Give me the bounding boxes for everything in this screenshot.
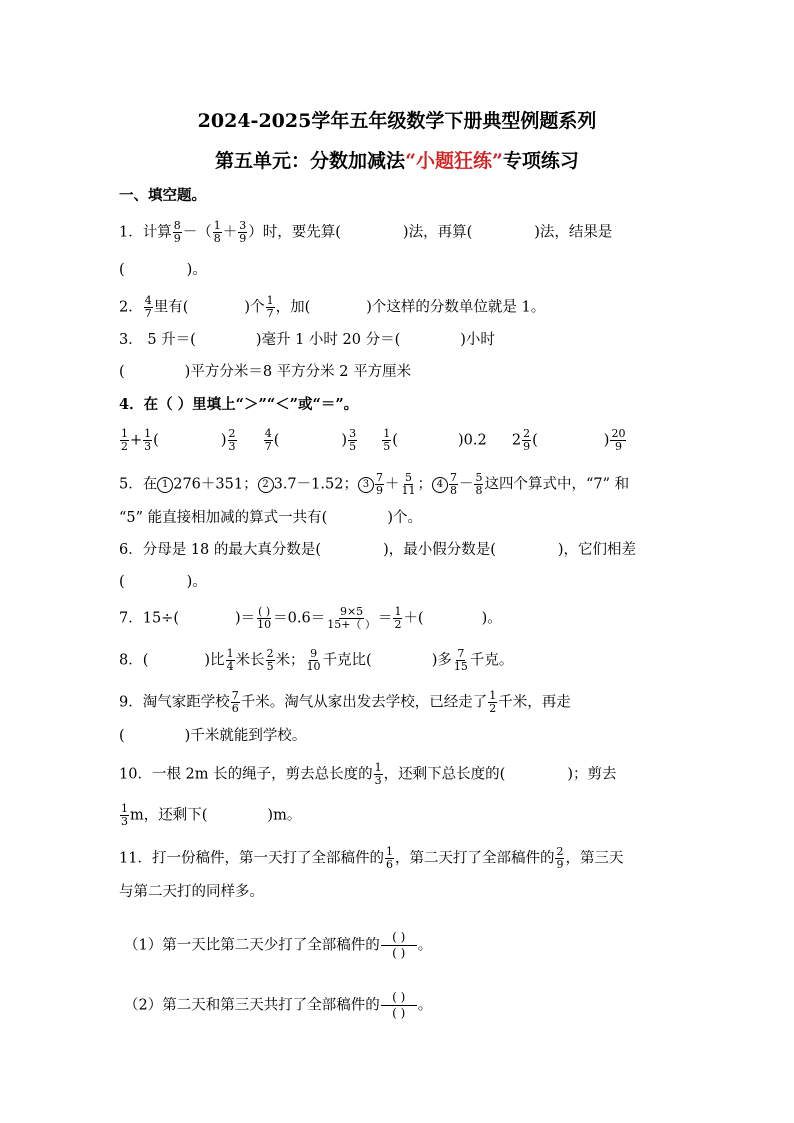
question-4-comparisons: $\frac{1}{2}$ + $\frac{1}{3}$ ( ) $\frac{2}{3}$ $\frac{4}{7}$ ( ) $\frac{3}{5}$ $\frac{1}{5}$ ( )0.2 2 $\frac{2}{9}$ ( ) $\frac{20}{9}$	[121, 427, 626, 453]
fraction: $\frac{1}{7}$	[266, 294, 274, 320]
question-1: 1．计算 $\frac{8}{9}$ －（ $\frac{1}{8}$ ＋ $\frac{3}{9}$ ）时，要先算( )法，再算( )法，结果是	[119, 219, 613, 245]
fraction: $\frac{3}{9}$	[239, 219, 247, 245]
fraction: $\frac{1}{8}$	[213, 219, 221, 245]
question-9: 9．淘气家距学校 $\frac{7}{6}$ 千米。淘气从家出发去学校，已经走了 $\frac{1}{2}$ 千米，再走	[119, 689, 571, 715]
question-10: 10．一根 2m 长的绳子，剪去总长度的 $\frac{1}{3}$ ，还剩下总长度的( )；剪去	[119, 761, 617, 787]
fraction: $\frac{4}{7}$	[144, 294, 152, 320]
question-8: 8．( )比 $\frac{1}{4}$ 米长 $\frac{2}{5}$ 米； $\frac{9}{10}$ 千克比( )多 $\frac{7}{15}$ 千克。	[119, 647, 514, 673]
question-11-part-1: （1）第一天比第二天少打了全部稿件的 ( ) ( ) 。	[124, 930, 433, 960]
document-subtitle	[0, 146, 794, 173]
subtitle-suffix: 专项练习	[502, 150, 579, 172]
question-11-line-2: 与第二天打的同样多。	[119, 884, 264, 900]
question-7: 7．15÷( )＝ ( ) 10 ＝0.6＝ $\frac{9\times 5}{15+( )}$ ＝ $\frac{1}{2}$ ＋( )。	[119, 605, 502, 631]
answer-fraction: ( ) ( )	[381, 990, 417, 1021]
question-11: 11．打一份稿件，第一天打了全部稿件的 $\frac{1}{6}$ ，第二天打了全部稿件的 $\frac{2}{9}$ ，第三天	[119, 845, 624, 871]
section-heading: 一、填空题。	[119, 187, 206, 204]
question-4: 4．在（ ）里填上“＞”“＜”或“＝”。	[119, 396, 359, 413]
question-6: 6．分母是 18 的最大真分数是( )，最小假分数是( )，它们相差	[119, 542, 637, 558]
subtitle-highlight: “小题狂练”	[405, 150, 503, 172]
question-9-line-2: ( )千米就能到学校。	[119, 728, 307, 744]
question-11-part-2: （2）第二天和第三天共打了全部稿件的 ( ) ( ) 。	[124, 990, 433, 1020]
question-6-line-2: ( )。	[119, 574, 207, 590]
fraction: $\frac{8}{9}$	[173, 219, 181, 245]
question-5-line-2: “5” 能直接相加减的算式一共有( )个。	[119, 510, 422, 526]
question-3: 3． 5 升＝( )毫升 1 小时 20 分＝( )小时	[119, 332, 495, 348]
subtitle-prefix: 第五单元：分数加减法	[215, 150, 406, 172]
question-5: 5．在 1 276＋351； 2 3.7－1.52； 3 $\frac{7}{9}$ ＋ $\frac{5}{11}$ ； 4 $\frac{7}{8}$ － $\frac{5}{8}$ 这四个算式中，“7” 和	[119, 471, 630, 497]
question-10-line-2: $\frac{1}{3}$ m，还剩下( )m。	[121, 802, 302, 828]
answer-fraction: ( ) ( )	[381, 930, 417, 961]
question-2: 2． $\frac{4}{7}$ 里有( )个 $\frac{1}{7}$ ，加( )个这样的分数单位就是 1。	[119, 294, 546, 320]
document-title: 2024-2025学年五年级数学下册典型例题系列	[197, 110, 597, 132]
question-3-line-2: ( )平方分米＝8 平方分米 2 平方厘米	[119, 364, 412, 380]
question-1-line-2: ( )。	[119, 262, 207, 278]
